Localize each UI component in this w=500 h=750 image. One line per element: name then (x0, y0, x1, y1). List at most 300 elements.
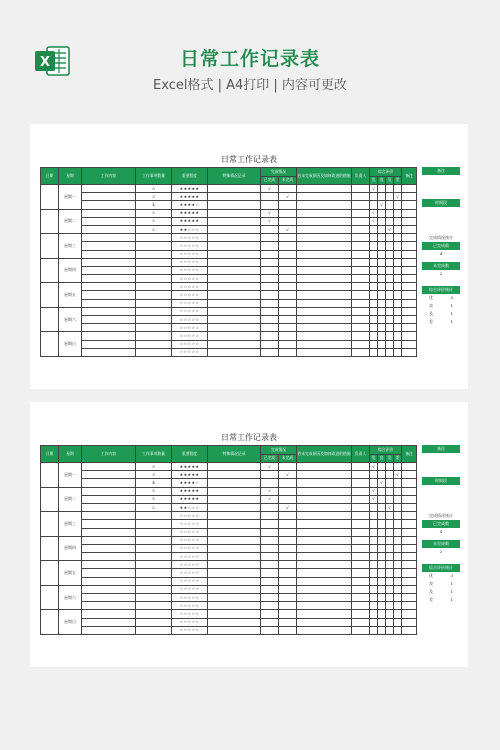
table-row (41, 242, 417, 250)
special-cell (208, 307, 261, 315)
grade-cell (386, 217, 394, 225)
grade-cell (394, 340, 402, 348)
grade-cell (394, 520, 402, 528)
grade-cell (394, 291, 402, 299)
col-header-importance: 重要程度 (172, 446, 208, 463)
grade-cell (370, 316, 378, 324)
undone-cell (279, 250, 297, 258)
weekday-cell: 星期二 (59, 209, 82, 234)
count-cell (136, 553, 172, 561)
grade-cell (378, 299, 386, 307)
owner-cell (352, 577, 370, 585)
undone-cell (279, 275, 297, 283)
importance-cell: ☆☆☆☆☆ (172, 242, 208, 250)
grade-cell (370, 544, 378, 552)
col-header-grade: 差 (394, 454, 402, 463)
content-cell (82, 250, 136, 258)
grade-cell: √ (370, 185, 378, 193)
special-cell (208, 618, 261, 626)
special-cell (208, 463, 261, 471)
grade-cell (394, 536, 402, 544)
count-cell: 3 (136, 471, 172, 479)
reason-cell (297, 618, 352, 626)
grade-cell (370, 610, 378, 618)
col-header-remark: 备注 (402, 446, 417, 463)
content-cell (82, 299, 136, 307)
table-row (41, 471, 417, 479)
done-cell (261, 577, 279, 585)
grade-cell (378, 536, 386, 544)
done-cell (261, 602, 279, 610)
table-row (41, 512, 417, 520)
table-row (41, 602, 417, 610)
col-header-grade: 优 (370, 176, 378, 185)
count-cell: 5 (136, 209, 172, 217)
reason-cell (297, 193, 352, 201)
grade-cell (386, 307, 394, 315)
grade-cell (378, 242, 386, 250)
grade-cell (378, 266, 386, 274)
undone-cell (279, 348, 297, 356)
grade-cell (378, 495, 386, 503)
eval-count: 1 (450, 597, 453, 602)
col-header-content: 工作内容 (82, 168, 136, 185)
grade-cell (394, 185, 402, 193)
remark-cell (402, 528, 417, 536)
count-cell (136, 283, 172, 291)
table-row (41, 618, 417, 626)
date-cell (41, 585, 59, 610)
special-cell (208, 479, 261, 487)
col-header-importance: 重要程度 (172, 168, 208, 185)
done-cell (261, 291, 279, 299)
special-cell (208, 512, 261, 520)
col-header-weekday: 星期 (59, 168, 82, 185)
reason-cell (297, 316, 352, 324)
content-cell (82, 324, 136, 332)
owner-cell (352, 250, 370, 258)
content-cell (82, 503, 136, 511)
done-cell (261, 569, 279, 577)
eval-grade: 优 (429, 573, 433, 578)
owner-cell (352, 275, 370, 283)
remark-cell (402, 520, 417, 528)
grade-cell (386, 520, 394, 528)
undone-cell (279, 307, 297, 315)
col-header-remark: 备注 (402, 168, 417, 185)
importance-cell: ☆☆☆☆☆ (172, 528, 208, 536)
date-cell (41, 463, 59, 488)
col-header-date: 日期 (41, 168, 59, 185)
notes-label: 备注 (422, 167, 460, 175)
work-log-table (40, 445, 417, 635)
done-cell (261, 234, 279, 242)
grade-cell (370, 348, 378, 356)
owner-cell (352, 258, 370, 266)
done-cell (261, 324, 279, 332)
undone-cell (279, 626, 297, 634)
importance-cell: ★★★★★ (172, 185, 208, 193)
page-header (0, 0, 500, 108)
reason-cell (297, 553, 352, 561)
reason-cell (297, 324, 352, 332)
importance-cell: ☆☆☆☆☆ (172, 553, 208, 561)
grade-cell (378, 217, 386, 225)
stats-title: 完成情况统计 (429, 235, 453, 240)
work-log-table (40, 167, 417, 357)
eval-grade: 良 (429, 303, 433, 308)
remark-cell (402, 185, 417, 193)
remark-cell (402, 250, 417, 258)
reason-cell (297, 209, 352, 217)
done-count: 4 (439, 251, 443, 256)
eval-stat-row (422, 596, 460, 604)
grade-cell: √ (370, 217, 378, 225)
undone-cell (279, 316, 297, 324)
remark-cell (402, 561, 417, 569)
importance-cell: ☆☆☆☆☆ (172, 332, 208, 340)
content-cell (82, 463, 136, 471)
count-cell (136, 569, 172, 577)
table-row (41, 316, 417, 324)
table-row (41, 495, 417, 503)
eval-stat-row (422, 580, 460, 588)
count-cell (136, 618, 172, 626)
grade-cell (386, 242, 394, 250)
col-header-status: 完成情况 (261, 446, 297, 455)
owner-cell (352, 536, 370, 544)
grade-cell (378, 528, 386, 536)
owner-cell (352, 602, 370, 610)
remark-cell (402, 340, 417, 348)
col-header-grade: 良 (378, 176, 386, 185)
weekday-cell: 星期日 (59, 610, 82, 635)
date-cell (41, 258, 59, 283)
sheet-title: 日常工作记录表 (221, 433, 277, 442)
remark-cell (402, 266, 417, 274)
grade-cell (370, 569, 378, 577)
undone-cell: √ (279, 193, 297, 201)
table-row (41, 503, 417, 511)
undone-cell (279, 266, 297, 274)
undone-cell (279, 487, 297, 495)
undone-cell (279, 283, 297, 291)
done-cell (261, 266, 279, 274)
importance-cell: ☆☆☆☆☆ (172, 340, 208, 348)
count-cell: 2 (136, 225, 172, 233)
grade-cell (370, 291, 378, 299)
reason-cell (297, 258, 352, 266)
eval-count: 1 (450, 589, 453, 594)
col-header-grade: 及 (386, 454, 394, 463)
date-cell (41, 209, 59, 234)
grade-cell (394, 487, 402, 495)
grade-cell (378, 487, 386, 495)
special-cell (208, 577, 261, 585)
special-cell (208, 316, 261, 324)
done-cell (261, 626, 279, 634)
grade-cell (378, 340, 386, 348)
grade-cell (394, 316, 402, 324)
grade-cell (386, 577, 394, 585)
undone-cell (279, 332, 297, 340)
importance-cell: ★★★★★ (172, 471, 208, 479)
special-cell (208, 275, 261, 283)
grade-cell (386, 266, 394, 274)
reason-cell (297, 242, 352, 250)
content-cell (82, 626, 136, 634)
side-panel (422, 445, 460, 604)
content-cell (82, 479, 136, 487)
importance-cell: ☆☆☆☆☆ (172, 234, 208, 242)
col-header-grade: 差 (394, 176, 402, 185)
grade-cell (394, 602, 402, 610)
grade-cell (386, 324, 394, 332)
reason-cell (297, 594, 352, 602)
owner-cell (352, 266, 370, 274)
count-cell (136, 250, 172, 258)
done-cell (261, 258, 279, 266)
importance-cell: ☆☆☆☆☆ (172, 520, 208, 528)
undone-cell (279, 610, 297, 618)
eval-grade: 差 (429, 597, 433, 602)
undone-cell (279, 585, 297, 593)
undone-cell (279, 528, 297, 536)
grade-cell (378, 463, 386, 471)
table-row (41, 487, 417, 495)
done-cell: √ (261, 217, 279, 225)
grade-cell (378, 512, 386, 520)
reason-cell (297, 234, 352, 242)
count-cell (136, 577, 172, 585)
grade-cell (386, 553, 394, 561)
grade-cell (370, 307, 378, 315)
content-cell (82, 217, 136, 225)
grade-cell (370, 242, 378, 250)
undone-cell (279, 201, 297, 209)
owner-cell (352, 585, 370, 593)
content-cell (82, 234, 136, 242)
special-cell (208, 626, 261, 634)
grade-cell (394, 544, 402, 552)
remark-cell (402, 193, 417, 201)
importance-cell: ☆☆☆☆☆ (172, 275, 208, 283)
grade-cell (394, 307, 402, 315)
content-cell (82, 332, 136, 340)
grade-cell (386, 544, 394, 552)
done-cell: √ (261, 495, 279, 503)
grade-cell (370, 594, 378, 602)
content-cell (82, 602, 136, 610)
table-row (41, 561, 417, 569)
table-row (41, 544, 417, 552)
col-header-grade: 及 (386, 176, 394, 185)
reason-cell (297, 250, 352, 258)
grade-cell (378, 275, 386, 283)
table-row (41, 291, 417, 299)
grade-cell (386, 569, 394, 577)
reason-cell (297, 520, 352, 528)
period-label: 时间段 (422, 477, 460, 485)
reason-cell (297, 471, 352, 479)
content-cell (82, 185, 136, 193)
date-cell (41, 307, 59, 332)
grade-cell (378, 348, 386, 356)
done-cell (261, 479, 279, 487)
content-cell (82, 471, 136, 479)
reason-cell (297, 266, 352, 274)
grade-cell (378, 332, 386, 340)
special-cell (208, 324, 261, 332)
remark-cell (402, 201, 417, 209)
count-cell: 5 (136, 217, 172, 225)
grade-cell (370, 479, 378, 487)
remark-cell (402, 503, 417, 511)
special-cell (208, 234, 261, 242)
col-header-special: 特殊情况记录 (208, 446, 261, 463)
special-cell (208, 340, 261, 348)
reason-cell (297, 185, 352, 193)
count-cell (136, 520, 172, 528)
grade-cell (378, 585, 386, 593)
col-header-count: 工作事项数量 (136, 446, 172, 463)
grade-cell (386, 495, 394, 503)
sheet-title: 日常工作记录表 (221, 155, 277, 164)
weekday-cell: 星期六 (59, 307, 82, 332)
remark-cell (402, 487, 417, 495)
table-row (41, 250, 417, 258)
done-cell (261, 193, 279, 201)
remark-cell (402, 626, 417, 634)
grade-cell (386, 316, 394, 324)
count-cell (136, 626, 172, 634)
reason-cell (297, 217, 352, 225)
reason-cell (297, 225, 352, 233)
eval-stat-row (422, 318, 460, 326)
owner-cell (352, 618, 370, 626)
importance-cell: ☆☆☆☆☆ (172, 544, 208, 552)
grade-cell: √ (370, 495, 378, 503)
grade-cell (394, 512, 402, 520)
remark-cell (402, 618, 417, 626)
grade-cell (386, 512, 394, 520)
importance-cell: ★★★★★ (172, 209, 208, 217)
special-cell (208, 258, 261, 266)
count-cell (136, 291, 172, 299)
count-cell (136, 234, 172, 242)
grade-cell (378, 316, 386, 324)
owner-cell (352, 225, 370, 233)
owner-cell (352, 234, 370, 242)
grade-cell (386, 332, 394, 340)
grade-cell (370, 536, 378, 544)
undone-count: 2 (439, 271, 443, 276)
importance-cell: ★★★★★ (172, 463, 208, 471)
reason-cell (297, 479, 352, 487)
owner-cell (352, 242, 370, 250)
grade-cell (386, 291, 394, 299)
importance-cell: ☆☆☆☆☆ (172, 569, 208, 577)
importance-cell: ☆☆☆☆☆ (172, 324, 208, 332)
special-cell (208, 299, 261, 307)
weekday-cell: 星期三 (59, 512, 82, 537)
special-cell (208, 242, 261, 250)
remark-cell (402, 234, 417, 242)
content-cell (82, 193, 136, 201)
grade-cell (394, 209, 402, 217)
done-cell: √ (261, 185, 279, 193)
owner-cell (352, 479, 370, 487)
eval-grade: 及 (429, 589, 433, 594)
content-cell (82, 577, 136, 585)
importance-cell: ★★★★★ (172, 487, 208, 495)
grade-cell (370, 561, 378, 569)
col-header-done: 已完成 (261, 454, 279, 463)
owner-cell (352, 528, 370, 536)
owner-cell (352, 324, 370, 332)
count-cell (136, 528, 172, 536)
grade-cell (378, 577, 386, 585)
weekday-cell: 星期一 (59, 463, 82, 488)
owner-cell (352, 299, 370, 307)
reason-cell (297, 201, 352, 209)
grade-cell (394, 569, 402, 577)
grade-cell (370, 340, 378, 348)
table-row (41, 348, 417, 356)
grade-cell (370, 471, 378, 479)
weekday-cell: 星期四 (59, 536, 82, 561)
col-header-reason: 若未完成原因及如何改进的措施 (297, 446, 352, 463)
grade-cell (370, 528, 378, 536)
undone-cell (279, 536, 297, 544)
grade-cell (370, 553, 378, 561)
grade-cell (394, 561, 402, 569)
count-cell: 5 (136, 185, 172, 193)
weekday-cell: 星期二 (59, 487, 82, 512)
owner-cell (352, 503, 370, 511)
grade-cell (386, 348, 394, 356)
grade-cell (378, 569, 386, 577)
notes-label: 备注 (422, 445, 460, 453)
count-cell (136, 585, 172, 593)
special-cell (208, 536, 261, 544)
grade-cell (394, 577, 402, 585)
table-row (41, 594, 417, 602)
remark-cell (402, 324, 417, 332)
table-row (41, 283, 417, 291)
count-cell (136, 266, 172, 274)
grade-cell (386, 234, 394, 242)
eval-stat-row (422, 588, 460, 596)
importance-cell: ☆☆☆☆☆ (172, 258, 208, 266)
count-cell (136, 275, 172, 283)
remark-cell (402, 242, 417, 250)
grade-cell (394, 217, 402, 225)
remark-cell (402, 225, 417, 233)
grade-cell (370, 324, 378, 332)
importance-cell: ☆☆☆☆☆ (172, 291, 208, 299)
done-cell (261, 610, 279, 618)
grade-cell (394, 225, 402, 233)
col-header-eval: 综合评价 (370, 168, 402, 177)
grade-cell (386, 479, 394, 487)
count-cell (136, 561, 172, 569)
eval-count: 3 (450, 573, 453, 578)
special-cell (208, 283, 261, 291)
weekday-cell: 星期六 (59, 585, 82, 610)
date-cell (41, 283, 59, 308)
importance-cell: ☆☆☆☆☆ (172, 585, 208, 593)
